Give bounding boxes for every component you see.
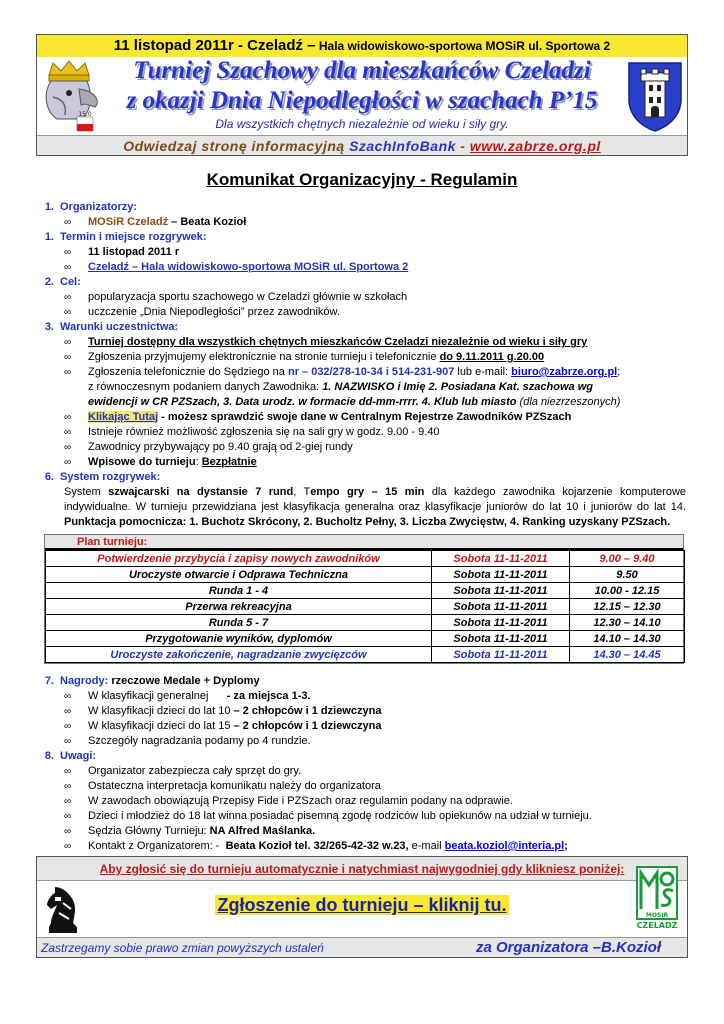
schedule-grid <box>45 550 685 663</box>
prize-detail: – 2 chłopców i 1 dziewczyna <box>233 720 382 732</box>
goal-text: popularyzacja sportu szachowego w Czeladzi głównie w szkołach <box>88 291 408 303</box>
schedule-time: 14.10 – 14.30 <box>570 631 685 647</box>
infinity-bullet-icon: ∞ <box>64 337 72 348</box>
email-label: e-mail <box>408 840 445 852</box>
section-organizers <box>38 200 686 215</box>
prize-detail: – 2 chłopców i 1 dziewczyna <box>233 705 382 717</box>
entry-fee-value: Bezpłatnie <box>201 456 257 468</box>
list-item <box>38 440 686 455</box>
infinity-bullet-icon: ∞ <box>64 307 72 318</box>
header-banner <box>36 34 688 156</box>
list-item <box>38 305 686 320</box>
schedule-time: 10.00 - 12.15 <box>570 583 685 599</box>
prize-note: Szczegóły nagradzania podamy po 4 rundzie. <box>88 735 311 747</box>
system-text: , T <box>293 486 311 498</box>
section-heading: Termin i miejsce rozgrywek: <box>60 231 207 243</box>
mosir-logo-sub: CZELADŹ <box>636 921 678 930</box>
tournament-title-line1: Turniej Szachowy dla mieszkańców Czeladzi <box>133 57 591 84</box>
list-item <box>38 689 686 704</box>
header-date-place: 11 listopad 2011r - Czeladź – <box>113 37 316 54</box>
disclaimer-text: Zastrzegamy sobie prawo zmian powyższych ustaleń <box>41 941 324 955</box>
remark-text: W zawodach obowiązują Przepisy Fide i PZSzach oraz regulamin podany na odprawie. <box>88 795 513 807</box>
section-system <box>38 470 686 485</box>
prize-category: W klasyfikacji dzieci do lat 10 <box>88 705 234 717</box>
regulations-body <box>38 200 686 854</box>
section-number: 6. <box>44 471 54 483</box>
system-tempo: empo gry – 15 min <box>310 486 425 498</box>
infinity-bullet-icon: ∞ <box>64 826 72 837</box>
infinity-bullet-icon: ∞ <box>64 781 72 792</box>
schedule-date: Sobota 11-11-2011 <box>432 647 570 663</box>
schedule-date: Sobota 11-11-2011 <box>432 599 570 615</box>
section-date-place <box>38 230 686 245</box>
infinity-bullet-icon: ∞ <box>64 217 72 228</box>
section-number: 7. <box>44 675 54 687</box>
schedule-time: 14.30 – 14.45 <box>570 647 685 663</box>
schedule-event: Przerwa rekreacyjna <box>46 599 432 615</box>
list-item <box>38 425 686 440</box>
list-item <box>38 839 686 854</box>
infinity-bullet-icon: ∞ <box>64 841 72 852</box>
infinity-bullet-icon: ∞ <box>64 367 72 378</box>
city-coat-of-arms-icon <box>625 59 685 133</box>
section-goal <box>38 275 686 290</box>
prizes-summary: rzeczowe Medale + Dyplomy <box>108 675 260 687</box>
infinity-bullet-icon: ∞ <box>64 796 72 807</box>
infinity-bullet-icon: ∞ <box>64 721 72 732</box>
schedule-date: Sobota 11-11-2011 <box>432 615 570 631</box>
list-item <box>38 245 686 260</box>
list-item <box>38 215 686 230</box>
schedule-row <box>46 631 685 647</box>
mosir-logo-icon <box>635 865 679 931</box>
schedule-date: Sobota 11-11-2011 <box>432 551 570 567</box>
list-item <box>38 824 686 839</box>
register-link[interactable]: Zgłoszenie do turnieju – kliknij tu. <box>217 895 507 915</box>
tournament-title-line2: z okazji Dnia Niepodległości w szachach P’15 <box>126 87 598 114</box>
schedule-event: Uroczyste otwarcie i Odprawa Techniczna <box>46 567 432 583</box>
document-title: Komunikat Organizacyjny - Regulamin <box>206 170 518 189</box>
info-site-name: SzachInfoBank <box>349 138 456 154</box>
section-participation <box>38 320 686 335</box>
schedule-time: 9.50 <box>570 567 685 583</box>
judge-name: NA Alfred Maślanka. <box>209 825 316 837</box>
infinity-bullet-icon: ∞ <box>64 811 72 822</box>
remark-text: Ostateczna interpretacja komunikatu należy do organizatora <box>88 780 381 792</box>
list-item <box>38 365 686 380</box>
organizer-signature: za Organizatora –B.Kozioł <box>475 939 661 956</box>
registration-link-area <box>37 881 687 937</box>
judge-label: Sędzia Główny Turnieju: <box>88 825 210 837</box>
schedule-title: Plan turnieju: <box>45 535 683 550</box>
schedule-time: 12.30 – 14.10 <box>570 615 685 631</box>
tournament-subtitle: Dla wszystkich chętnych niezależnie od wieku i siły gry. <box>215 117 509 131</box>
player-data-text: z równoczesnym podaniem danych Zawodnika: <box>88 381 323 393</box>
remark-text: Dzieci i młodzież do 18 lat winna posiadać pisemną zgodę rodziców lub opiekunów na udział w turnieju. <box>88 810 592 822</box>
register-link-row <box>37 895 687 916</box>
section-number: 8. <box>44 750 54 762</box>
prize-category: W klasyfikacji generalnej <box>88 690 227 702</box>
schedule-date: Sobota 11-11-2011 <box>432 567 570 583</box>
judge-email-link[interactable]: biuro@zabrze.org.pl <box>511 366 618 378</box>
tiebreak-text: Punktacja pomocnicza: 1. Buchotz Skrócony, 2. Bucholtz Pełny, 3. Liczba Zwycięstw, 4. Ranking uzyskany PZSzach. <box>64 516 671 528</box>
schedule-event: Uroczyste zakończenie, nagradzanie zwycięzców <box>46 647 432 663</box>
system-rounds: szwajcarski na dystansie 7 rund <box>108 486 294 498</box>
header-title-area <box>37 57 687 135</box>
mosir-logo-text: MOSIR <box>645 912 669 919</box>
list-item <box>38 719 686 734</box>
schedule-event: Runda 1 - 4 <box>46 583 432 599</box>
section-heading: Nagrody: <box>60 675 109 687</box>
infinity-bullet-icon: ∞ <box>64 706 72 717</box>
schedule-date: Sobota 11-11-2011 <box>432 583 570 599</box>
infinity-bullet-icon: ∞ <box>64 247 72 258</box>
system-text: dla każdego zawodnika kojarzenie komputerowe indywidualne. W turnieju przewidziana jest klasyfikacja generalna oraz klasyfikacje juniorów do lat 10 i juniorów do lat 14. <box>64 486 687 513</box>
schedule-date: Sobota 11-11-2011 <box>432 631 570 647</box>
section-number: 1. <box>44 231 54 243</box>
player-data-fields: 1. NAZWISKO i Imię 2. Posiadana Kat. szachowa wg <box>322 381 593 393</box>
info-separator: - <box>455 138 470 154</box>
list-item <box>38 794 686 809</box>
list-item <box>38 809 686 824</box>
schedule-row <box>46 615 685 631</box>
info-site-link[interactable]: www.zabrze.org.pl <box>469 138 601 154</box>
crest-label: 15.0 <box>78 111 92 118</box>
section-number: 1. <box>44 201 54 213</box>
venue-link[interactable]: Czeladź – Hala widowiskowo-sportowa MOSiR ul. Sportowa 2 <box>88 261 409 273</box>
schedule-time: 12.15 – 12.30 <box>570 599 685 615</box>
section-number: 2. <box>44 276 54 288</box>
section-prizes <box>38 674 686 689</box>
infinity-bullet-icon: ∞ <box>64 442 72 453</box>
entry-fee-label: Wpisowe do turnieju <box>88 456 196 468</box>
registration-box <box>36 856 688 958</box>
list-item <box>38 350 686 365</box>
section-heading: System rozgrywek: <box>60 471 161 483</box>
organizer-email-link[interactable]: beata.koziol@interia.pl <box>444 840 565 852</box>
contact-phone: Beata Kozioł tel. 32/265-42-32 w.23, <box>225 840 409 852</box>
infinity-bullet-icon: ∞ <box>64 766 72 777</box>
prize-detail: - za miejsca 1-3. <box>226 690 311 702</box>
list-item-continuation <box>38 380 686 395</box>
list-item <box>38 455 686 470</box>
list-item <box>38 410 686 425</box>
section-remarks <box>38 749 686 764</box>
info-prefix: Odwiedzaj stronę informacyjną <box>123 138 350 154</box>
section-heading: Uwagi: <box>60 750 97 762</box>
prize-category: W klasyfikacji dzieci do lat 15 <box>88 720 234 732</box>
organizer-person: Beata Kozioł <box>180 216 247 228</box>
organizer-name: MOSiR Czeladź <box>88 216 169 228</box>
schedule-row <box>46 647 685 663</box>
registration-notice: Aby zgłosić się do turnieju automatycznie i natychmiast najwygodniej gdy klikniesz poniżej: <box>37 857 687 881</box>
header-venue: Hala widowiskowo-sportowa MOSiR ul. Sportowa 2 <box>315 39 611 53</box>
schedule-row <box>46 567 685 583</box>
schedule-event: Przygotowanie wyników, dyplomów <box>46 631 432 647</box>
infinity-bullet-icon: ∞ <box>64 736 72 747</box>
infinity-bullet-icon: ∞ <box>64 412 72 423</box>
system-text: System <box>64 486 109 498</box>
list-item <box>38 260 686 275</box>
remark-text: Organizator zabezpiecza cały sprzęt do gry. <box>88 765 302 777</box>
infinity-bullet-icon: ∞ <box>64 352 72 363</box>
system-paragraph <box>38 485 686 530</box>
punct: ; <box>564 840 568 852</box>
infinity-bullet-icon: ∞ <box>64 691 72 702</box>
registration-deadline: do 9.11.2011 g.20.00 <box>439 351 545 363</box>
goal-text: uczczenie „Dnia Niepodległości” przez zawodników. <box>88 306 340 318</box>
infinity-bullet-icon: ∞ <box>64 292 72 303</box>
phone-text: Zgłoszenia telefonicznie do Sędziego na <box>88 366 288 378</box>
infinity-bullet-icon: ∞ <box>64 457 72 468</box>
onsite-registration-text: Istnieje również możliwość zgłoszenia się na sali gry w godz. 9.00 - 9.40 <box>88 426 440 438</box>
schedule-time: 9.00 – 9.40 <box>570 551 685 567</box>
dash: – <box>168 216 181 228</box>
section-heading: Warunki uczestnictwa: <box>60 321 179 333</box>
schedule-row <box>46 599 685 615</box>
section-heading: Organizatorzy: <box>60 201 138 213</box>
list-item <box>38 734 686 749</box>
list-item <box>38 704 686 719</box>
schedule-row <box>46 551 685 567</box>
infinity-bullet-icon: ∞ <box>64 427 72 438</box>
schedule-table <box>44 534 684 664</box>
player-data-fields: ewidencji w CR PZSzach, 3. Data urodz. w formacie dd-mm-rrrr. 4. Klub lub miasto <box>88 396 517 408</box>
list-item <box>38 764 686 779</box>
list-item <box>38 290 686 305</box>
punct: : <box>195 456 202 468</box>
registration-text: Zgłoszenia przyjmujemy elektronicznie na stronie turnieju i telefonicznie <box>88 351 440 363</box>
list-item-continuation <box>38 395 686 410</box>
punct: ; <box>617 366 621 378</box>
contact-label: Kontakt z Organizatorem: - <box>88 840 226 852</box>
list-item <box>38 779 686 794</box>
section-heading: Cel: <box>60 276 81 288</box>
info-site-bar <box>37 135 687 155</box>
list-item <box>38 335 686 350</box>
schedule-event: Potwierdzenie przybycia i zapisy nowych zawodników <box>46 551 432 567</box>
registry-text: - możesz sprawdzić swoje dane w Centralnym Rejestrze Zawodników PZSzach <box>158 411 572 423</box>
eligibility-text: Turniej dostępny dla wszystkich chętnych mieszkańców Czeladzi niezależnie od wieku i siły gry <box>88 336 588 348</box>
signature-bar <box>37 937 687 957</box>
phone-numbers: nr – 032/278-10-34 i 514-231-907 <box>287 366 455 378</box>
header-date-bar <box>37 35 687 57</box>
check-registry-link[interactable]: Klikając Tutaj <box>88 411 159 423</box>
email-label: lub e-mail: <box>454 366 512 378</box>
section-number: 3. <box>44 321 54 333</box>
late-arrival-text: Zawodnicy przybywający po 9.40 grają od 2-giej rundy <box>88 441 353 453</box>
infinity-bullet-icon: ∞ <box>64 262 72 273</box>
schedule-row <box>46 583 685 599</box>
player-data-note: (dla niezrzeszonych) <box>516 396 621 408</box>
schedule-event: Runda 5 - 7 <box>46 615 432 631</box>
tournament-date: 11 listopad 2011 r <box>88 246 180 258</box>
